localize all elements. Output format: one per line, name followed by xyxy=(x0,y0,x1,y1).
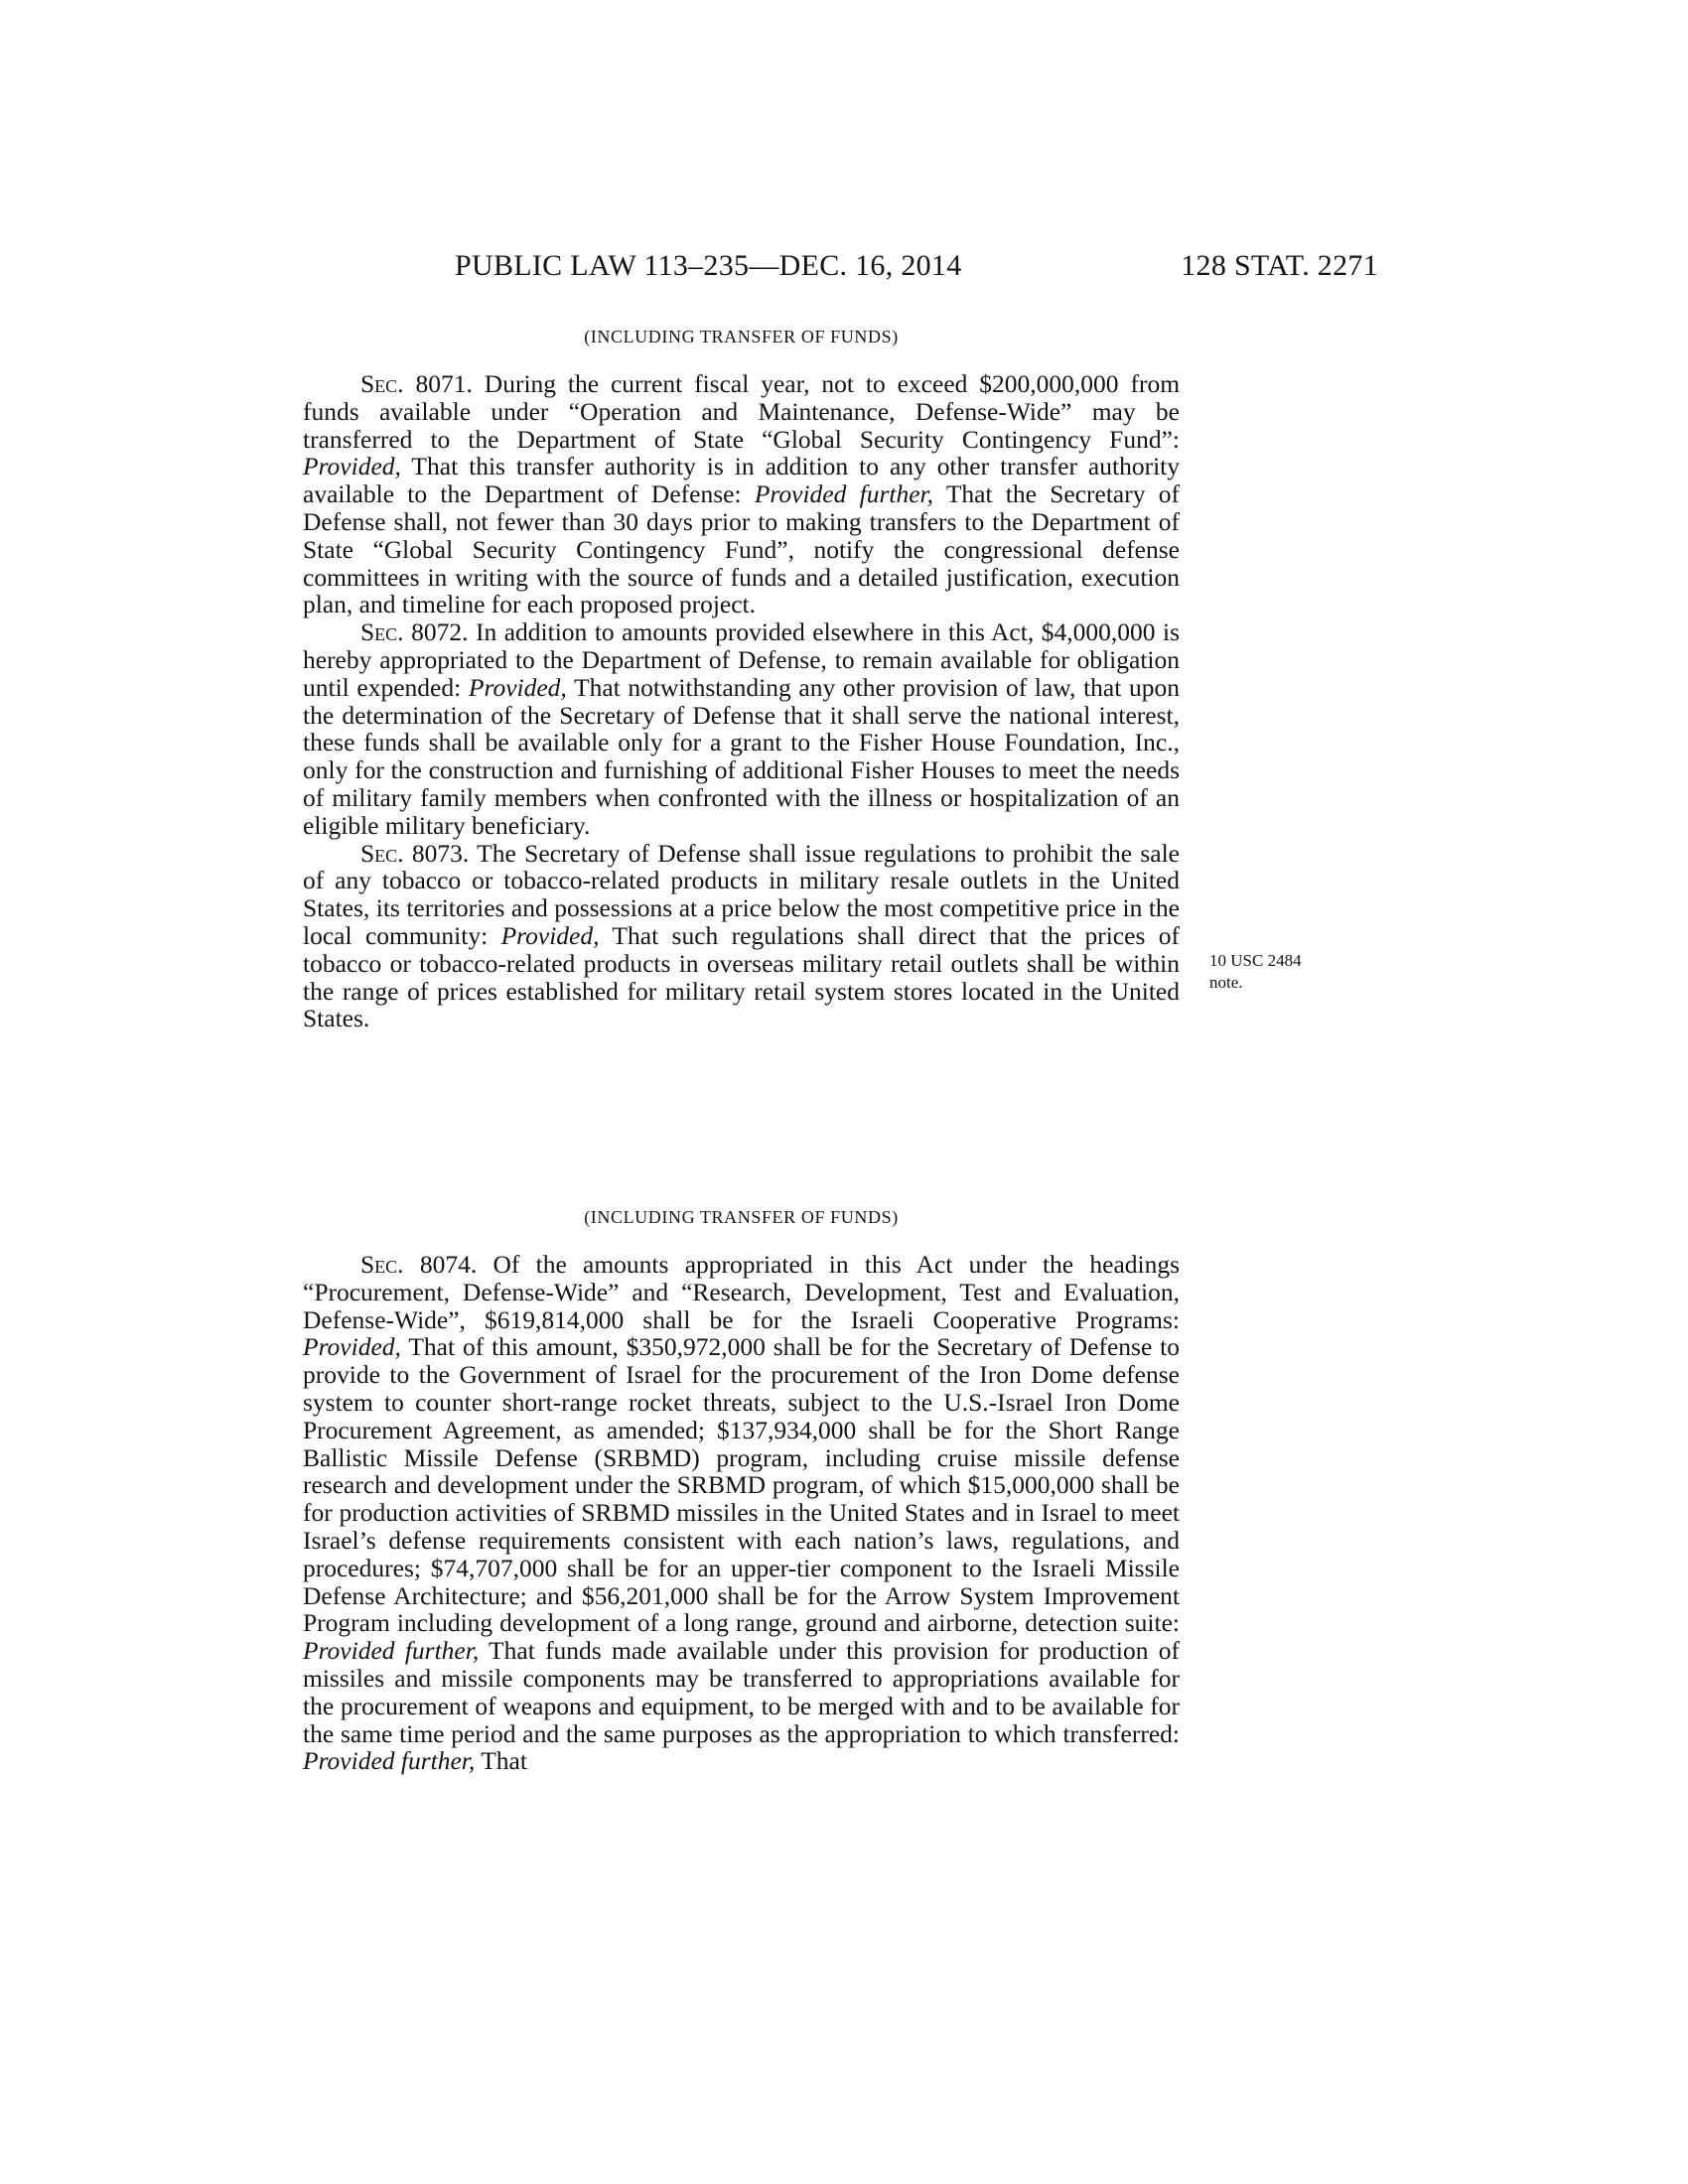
section-number: 8071. xyxy=(415,369,473,398)
section-text: The Secretary of Defense shall issue regulations to prohibit the sale of any tobacco or tobacco-related products in military resale outlets in the United States, its territories and possessions at a price below the most competitive price in the local community: xyxy=(303,838,1181,950)
proviso: Provided further, xyxy=(754,479,933,509)
subheading-transfer-funds-2: (INCLUDING TRANSFER OF FUNDS) xyxy=(584,1207,899,1227)
section-text: That notwithstanding any other provision of law, that upon the determination of the Secretary of Defense that it shall serve the national interest, these funds shall be available only for a grant to the Fisher House Foundation, Inc., only for the construction and furnishing of additional Fisher Houses to meet the needs of military family members when confronted with the illness or hospitalization of an eligible military beneficiary. xyxy=(303,672,1181,840)
proviso: Provided further, xyxy=(303,1636,480,1666)
section-label: Sec. xyxy=(360,838,404,868)
section-number: 8074. xyxy=(419,1250,478,1279)
section-label: Sec. xyxy=(360,1250,404,1279)
section-8073 xyxy=(303,840,1180,1033)
section-text: During the current fiscal year, not to exceed $200,000,000 from funds available under “Operation and Maintenance, Defense-Wide” may be transferred to the Department of State “Global Security Contingency Fund”: xyxy=(303,369,1181,454)
section-text: In addition to amounts provided elsewhere in this Act, $4,000,000 is hereby appropriated to the Department of Defense, to remain available for obligation until expended: xyxy=(303,617,1180,702)
body-block-lower xyxy=(303,1203,1180,1775)
proviso: Provided, xyxy=(303,452,401,481)
running-head-law: PUBLIC LAW 113–235—DEC. 16, 2014 xyxy=(455,249,962,282)
proviso: Provided, xyxy=(500,920,600,950)
section-label: Sec. xyxy=(360,617,404,647)
proviso: Provided, xyxy=(468,672,567,702)
section-8072 xyxy=(303,618,1180,839)
section-8071 xyxy=(303,370,1180,618)
margin-note-line: 10 USC 2484 xyxy=(1209,951,1302,970)
proviso: Provided, xyxy=(303,1332,401,1362)
section-text: That funds made available under this provision for production of missiles and missile components may be transferred to appropriations available for the procurement of weapons and equipment, to be merged with and to be available for the same time period and the same purposes as the appropriation to which transferred: xyxy=(303,1636,1180,1748)
section-label: Sec. xyxy=(360,369,404,398)
margin-note-usc-citation xyxy=(1209,950,1338,994)
section-number: 8072. xyxy=(411,617,469,647)
subheading-transfer-funds-1: (INCLUDING TRANSFER OF FUNDS) xyxy=(584,327,899,346)
running-head-stat-page: 128 STAT. 2271 xyxy=(1181,249,1378,282)
section-8074 xyxy=(303,1251,1180,1775)
body-block-upper xyxy=(303,323,1180,1032)
section-number: 8073. xyxy=(411,838,470,868)
section-text: That of this amount, $350,972,000 shall be for the Secretary of Defense to provide to the Government of Israel for the procurement of the Iron Dome defense system to counter short-range rocket threats, subject to the U.S.-Israel Iron Dome Procurement Agreement, as amended; $137,934,000 shall be for the Short Range Ballistic Missile Defense (SRBMD) program, including cruise missile defense research and development under the SRBMD program, of which $15,000,000 shall be for production activities of SRBMD missiles in the United States and in Israel to meet Israel’s defense requirements consistent with each nation’s laws, regulations, and procedures; $74,707,000 shall be for an upper-tier component to the Israeli Missile Defense Architecture; and $56,201,000 shall be for the Arrow System Improvement Program including development of a long range, ground and airborne, detection suite: xyxy=(303,1332,1180,1638)
section-text: That the Secretary of Defense shall, not fewer than 30 days prior to making transfers to the Department of State “Global Security Contingency Fund”, notify the congressional defense committees in writing with the source of funds and a detailed justification, execution plan, and timeline for each proposed project. xyxy=(303,479,1180,619)
section-text: That such regulations shall direct that the prices of tobacco or tobacco-related products in overseas military retail outlets shall be within the range of prices established for military retail system stores located in the United States. xyxy=(303,920,1180,1033)
section-text: That xyxy=(481,1746,527,1776)
section-text: That this transfer authority is in addition to any other transfer authority available to the Department of Defense: xyxy=(303,452,1180,509)
margin-note-line: note. xyxy=(1209,973,1243,992)
page-header xyxy=(455,246,1378,286)
proviso: Provided further, xyxy=(303,1746,476,1776)
section-text: Of the amounts appropriated in this Act under the headings “Procurement, Defense-Wide” and “Research, Development, Test and Evaluation, Defense-Wide”, $619,814,000 shall be for the Israeli Cooperative Programs: xyxy=(303,1250,1181,1334)
